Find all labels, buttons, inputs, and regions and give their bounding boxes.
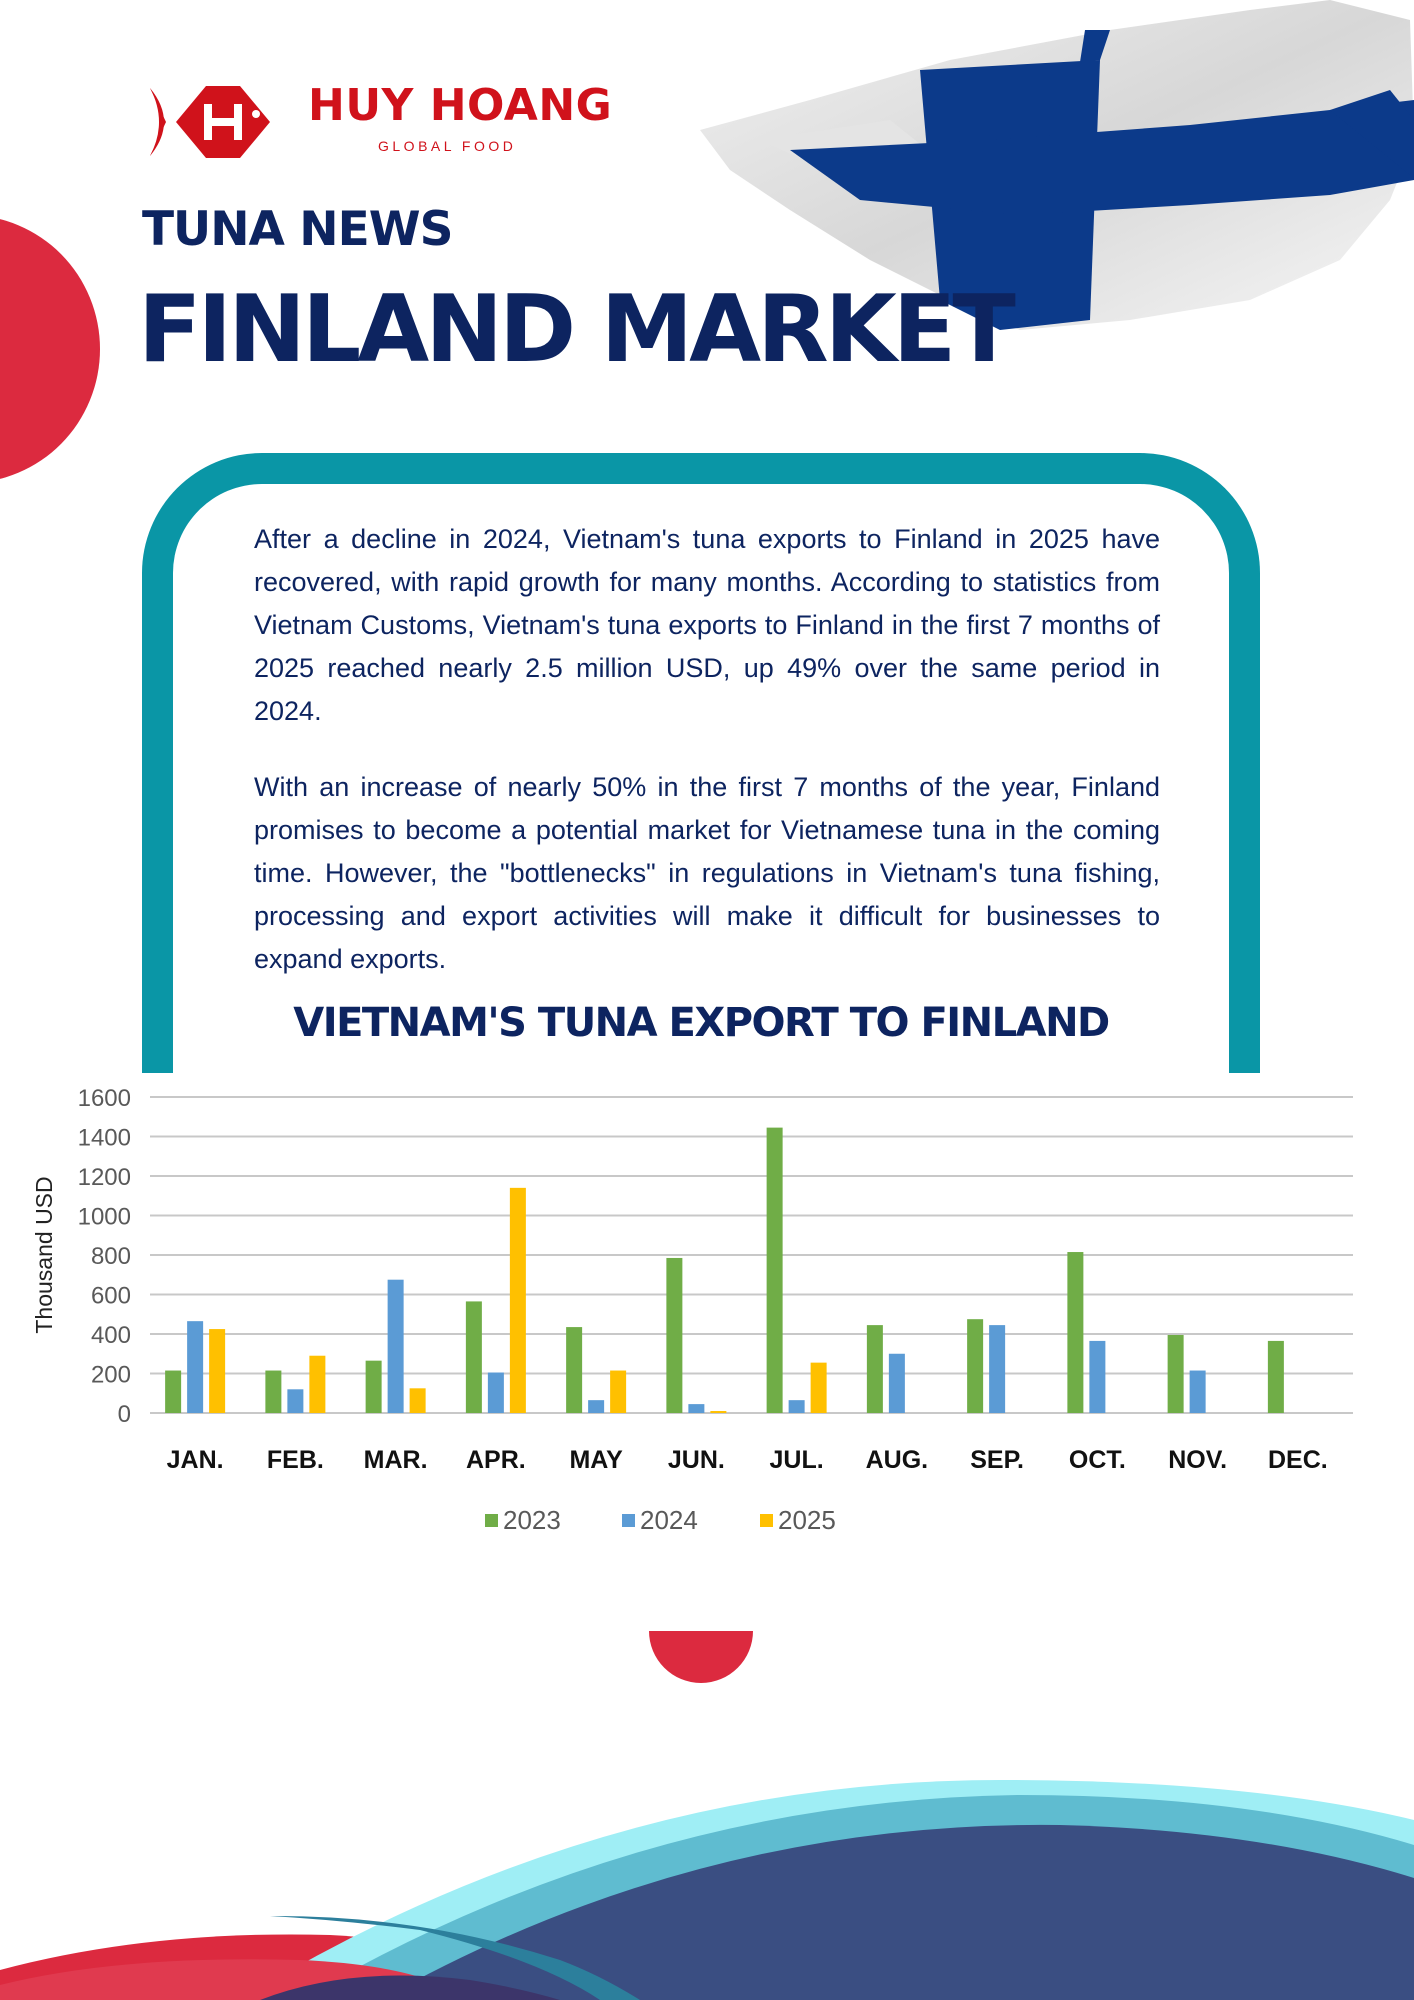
bar-2024 [187,1321,203,1413]
y-tick-label: 1600 [77,1085,131,1112]
bar-2025 [209,1329,225,1413]
x-tick-label: NOV. [1168,1446,1228,1474]
legend-swatch-2024 [622,1514,635,1527]
bar-2025 [811,1363,827,1413]
article-paragraph: With an increase of nearly 50% in the first 7 months of the year, Finland promises to become a potential market for Vietnamese tuna in the coming time. However, the "bottlenecks" in regulations in Vietnam's tuna fishing, processing and export activities will make it difficult for businesses to expand exports. [254,772,1160,974]
x-tick-label: MAY [569,1446,623,1474]
decorative-red-half-circle [649,1631,753,1683]
bar-2023 [366,1361,382,1413]
decorative-bottom-waves [0,1760,1414,2000]
legend-label: 2023 [503,1505,561,1535]
article-body [254,518,1160,1014]
x-tick-label: OCT. [1068,1446,1126,1474]
y-tick-label: 0 [117,1401,131,1428]
y-tick-label: 200 [90,1361,131,1389]
bar-2024 [889,1354,905,1413]
legend-label: 2024 [640,1505,698,1535]
legend-swatch-2025 [760,1514,773,1527]
page-title: FINLAND MARKET [138,275,1012,383]
x-tick-label: APR. [466,1446,526,1474]
bar-2023 [1067,1252,1083,1413]
bar-2025 [309,1356,325,1413]
article-paragraph: After a decline in 2024, Vietnam's tuna exports to Finland in 2025 have recovered, with rapid growth for many months. According to statistics from Vietnam Customs, Vietnam's tuna exports to Finland in the first 7 months of 2025 reached nearly 2.5 million USD, up 49% over the same period in 2024. [254,524,1160,726]
export-bar-chart [0,1080,1414,1550]
bar-2024 [588,1400,604,1413]
legend-swatch-2023 [485,1514,498,1527]
brand-subtitle: GLOBAL FOOD [378,138,517,154]
x-tick-label: DEC. [1268,1446,1328,1474]
x-tick-label: JAN. [166,1446,224,1474]
brand-name: HUY HOANG [308,80,613,131]
bar-2025 [610,1371,626,1413]
bar-2024 [388,1280,404,1413]
bar-2025 [410,1388,426,1413]
x-tick-label: JUN. [667,1446,725,1474]
bar-2024 [287,1389,303,1413]
y-tick-label: 800 [90,1243,131,1270]
y-tick-label: 600 [90,1282,131,1310]
bar-2024 [1190,1371,1206,1413]
x-tick-label: JUL. [769,1446,824,1474]
bar-2024 [488,1373,504,1413]
y-tick-label: 1000 [77,1203,131,1231]
bar-2023 [967,1319,983,1413]
bar-2023 [265,1371,281,1413]
x-tick-label: FEB. [266,1446,324,1474]
bar-2024 [1089,1341,1105,1413]
bar-2024 [688,1404,704,1413]
y-tick-label: 1400 [77,1124,131,1152]
y-axis-title: Thousand USD [31,1176,57,1334]
fish-logo-icon [148,74,273,170]
decorative-red-circle [0,215,100,483]
chart-title: VIETNAM'S TUNA EXPORT TO FINLAND [293,1000,1109,1046]
y-tick-label: 400 [90,1322,131,1349]
bar-2023 [867,1325,883,1413]
bar-2024 [989,1325,1005,1413]
x-tick-label: SEP. [970,1446,1024,1474]
bar-2024 [789,1400,805,1413]
bar-2023 [1168,1335,1184,1413]
bar-2023 [466,1301,482,1413]
x-tick-label: MAR. [363,1446,428,1474]
bar-2025 [510,1188,526,1413]
legend-label: 2025 [778,1505,836,1535]
y-tick-label: 1200 [77,1164,131,1191]
bar-2023 [767,1128,783,1413]
bar-2023 [165,1371,181,1413]
bar-2023 [1268,1341,1284,1413]
bar-2025 [710,1411,726,1413]
bar-2023 [666,1258,682,1413]
x-tick-label: AUG. [865,1446,929,1474]
bar-2023 [566,1327,582,1413]
section-kicker: TUNA NEWS [142,202,453,257]
